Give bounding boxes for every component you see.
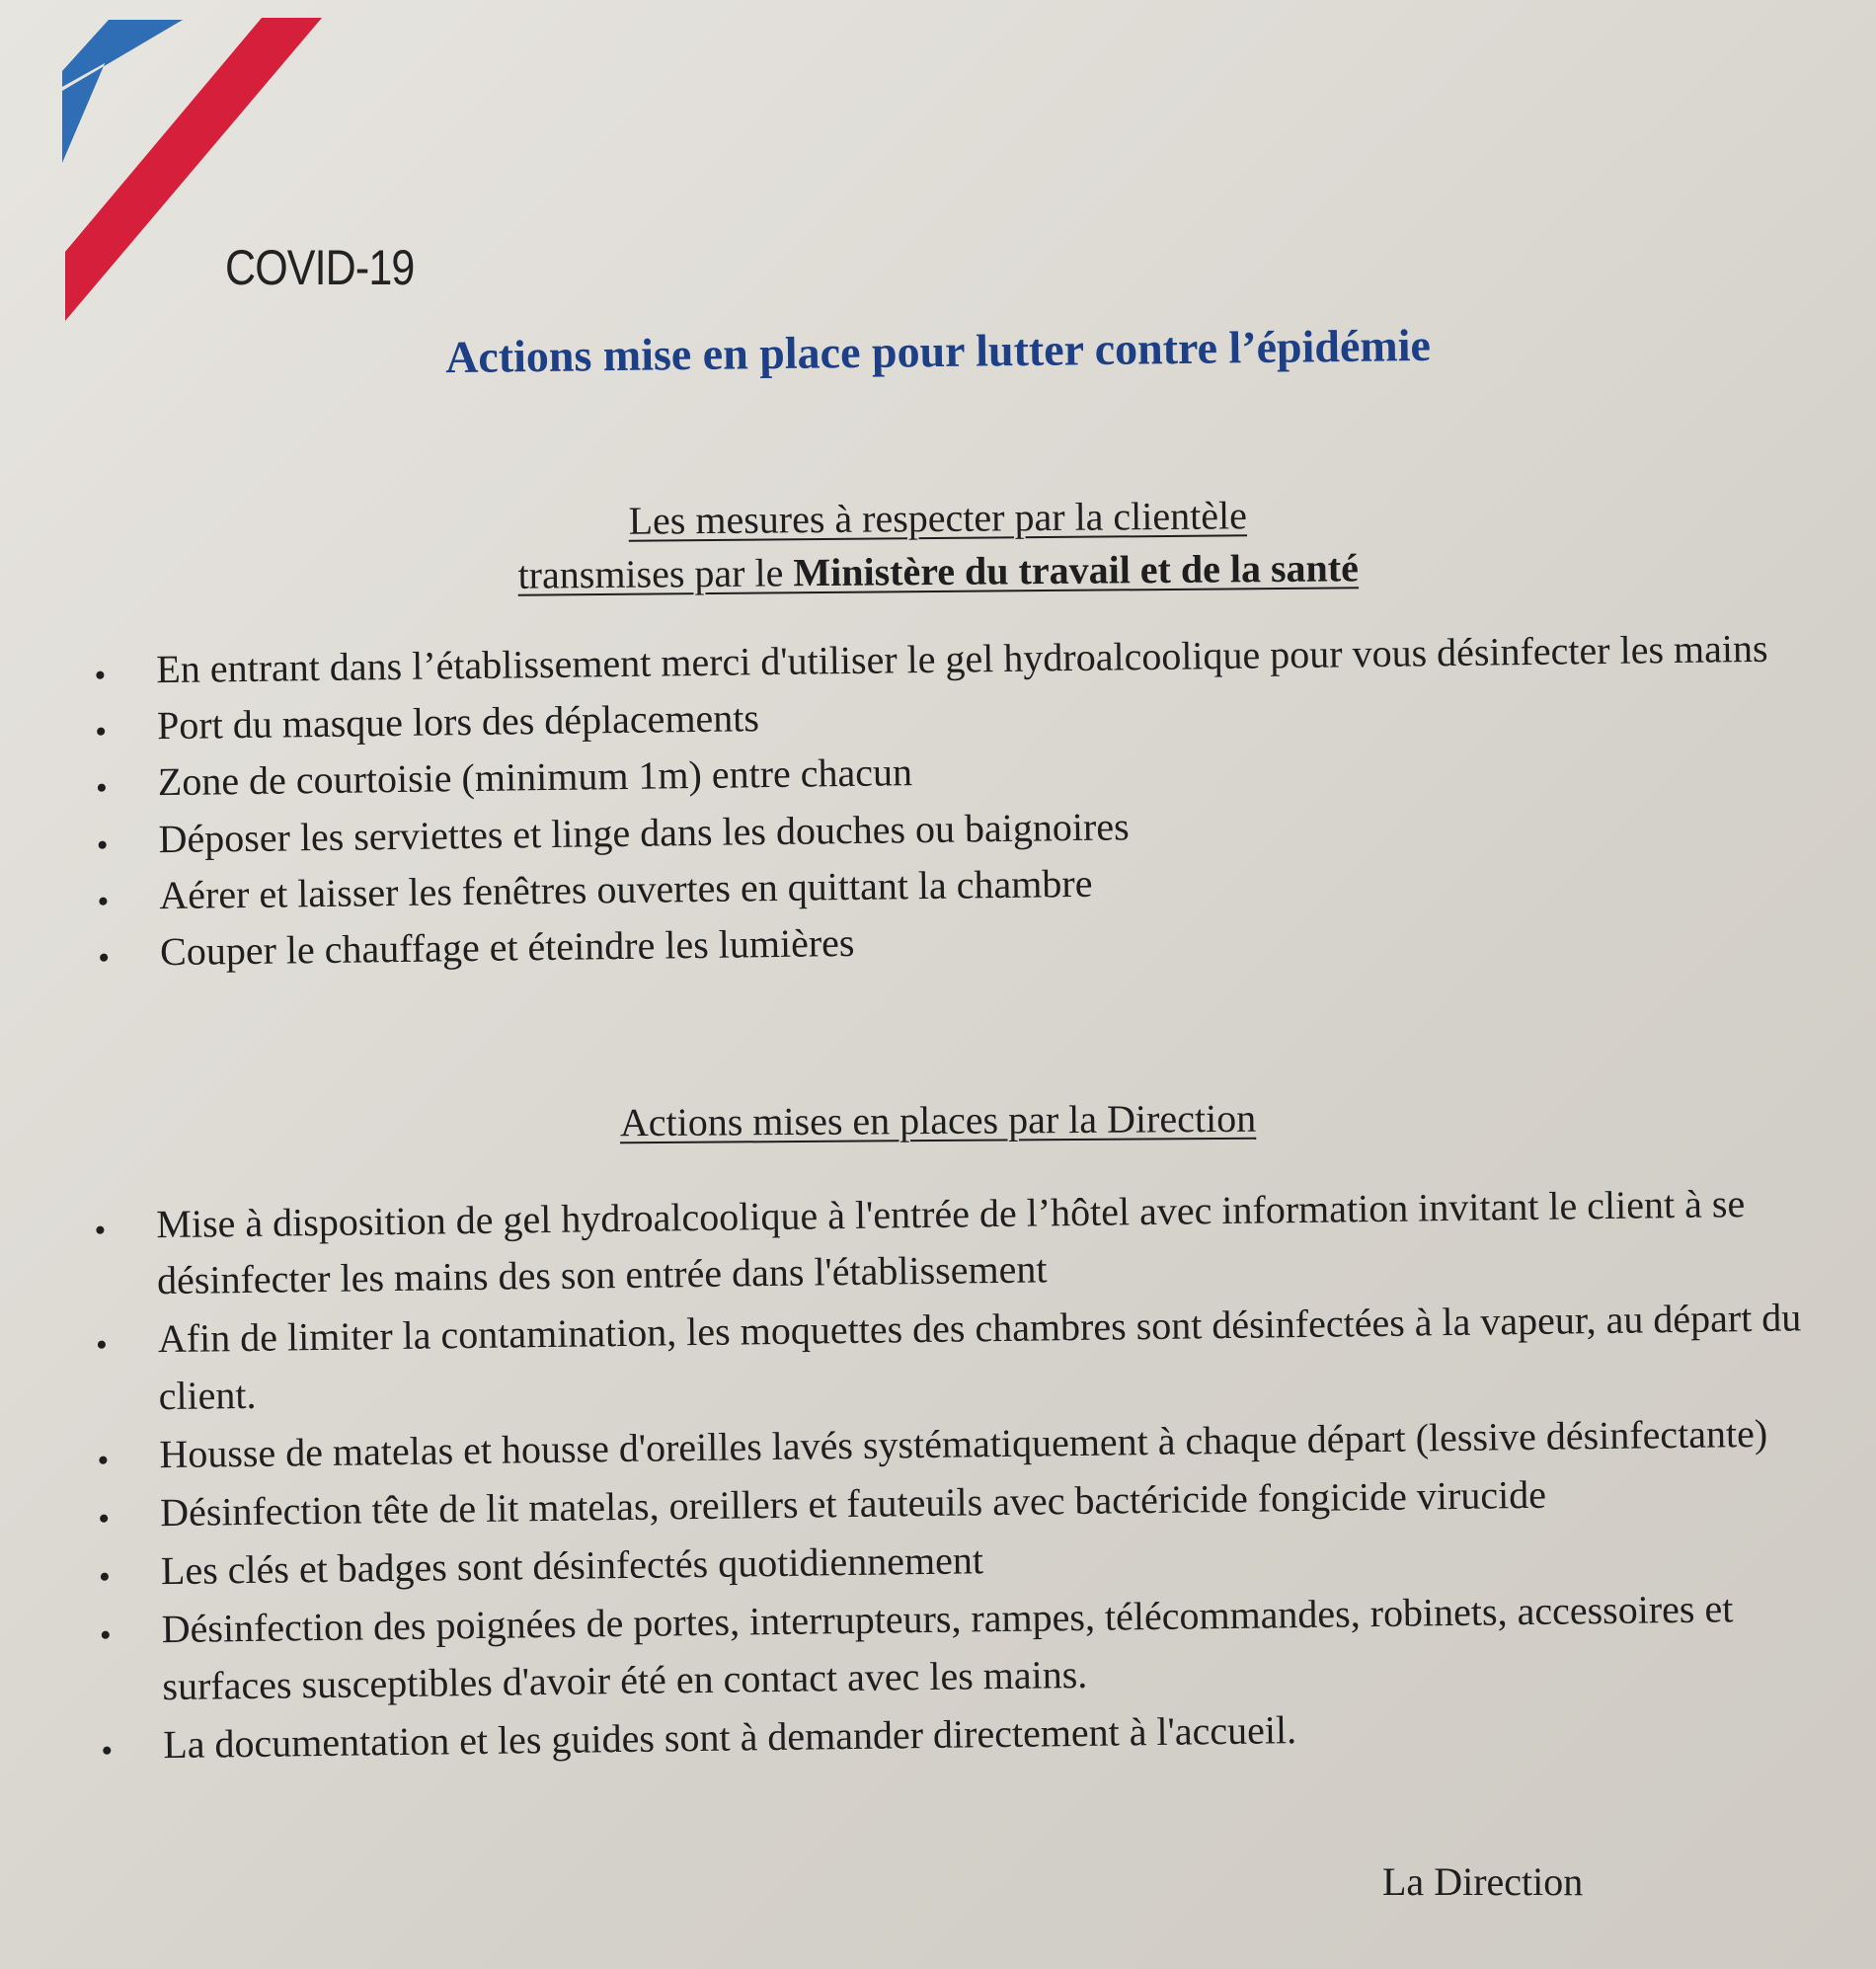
bullet-icon: • bbox=[97, 883, 110, 920]
bullet-icon: • bbox=[94, 657, 107, 694]
bullet-icon: • bbox=[98, 1558, 112, 1597]
client-measures-heading bbox=[148, 485, 1729, 605]
client-measures-list bbox=[94, 619, 1845, 981]
list-item-text: Couper le chauffage et éteindre les lumières bbox=[159, 919, 855, 975]
bullet-icon: • bbox=[96, 827, 109, 864]
list-item-text: En entrant dans l’établissement merci d'utiliser le gel hydroalcoolique pour vous désinfecter les mains bbox=[156, 625, 1768, 692]
client-measures-heading-line2 bbox=[517, 541, 1359, 601]
list-item-text: Déposer les serviettes et linge dans les douches ou baignoires bbox=[158, 803, 1130, 861]
list-item-text: La documentation et les guides sont à demander directement à l'accueil. bbox=[162, 1706, 1297, 1767]
client-measures-heading-line1: Les mesures à respecter par la clientèle bbox=[628, 493, 1248, 543]
ministry-name: Ministère du travail et de la santé bbox=[793, 545, 1360, 595]
direction-actions-heading-text: Actions mises en places par la Direction bbox=[619, 1095, 1257, 1145]
bullet-icon: • bbox=[101, 1732, 114, 1770]
signature: La Direction bbox=[1382, 1859, 1584, 1904]
bullet-icon: • bbox=[98, 1500, 111, 1537]
bullet-icon: • bbox=[94, 714, 108, 751]
list-item-text: Désinfection des poignées de portes, interrupteurs, rampes, télécommandes, robinets, accessoires et surfaces susceptibles d'avoir été en contact avec les mains. bbox=[161, 1586, 1734, 1708]
list-item-text: Housse de matelas et housse d'oreilles lavés systématiquement à chaque départ (lessive désinfectante) bbox=[159, 1410, 1768, 1476]
direction-actions-heading bbox=[148, 1088, 1728, 1152]
list-item-text: Aérer et laisser les fenêtres ouvertes en quittant la chambre bbox=[159, 860, 1093, 917]
bullet-icon: • bbox=[94, 1212, 107, 1249]
list-item-text: Désinfection tête de lit matelas, oreillers et fauteuils avec bactéricide fongicide virucide bbox=[159, 1471, 1547, 1536]
bullet-icon: • bbox=[95, 1327, 109, 1365]
bullet-icon: • bbox=[95, 770, 109, 808]
tricolor-stripes-logo bbox=[0, 0, 355, 355]
bullet-icon: • bbox=[97, 1442, 110, 1479]
list-item-text: Les clés et badges sont désinfectés quotidiennement bbox=[160, 1537, 984, 1594]
covid-19-label: COVID-19 bbox=[225, 240, 415, 295]
list-item bbox=[99, 1579, 1847, 1715]
bullet-icon: • bbox=[97, 939, 111, 977]
list-item-text: Mise à disposition de gel hydroalcoolique à l'entrée de l’hôtel avec information invitant le client à se désinfecter les mains des son entrée dans l'établissement bbox=[156, 1181, 1746, 1303]
bullet-icon: • bbox=[99, 1617, 112, 1655]
list-item-text: Port du masque lors des déplacements bbox=[156, 695, 760, 748]
direction-actions-list bbox=[94, 1174, 1849, 1775]
list-item-text: Afin de limiter la contamination, les moquettes des chambres sont désinfectées à la vapeur, au départ du client. bbox=[157, 1295, 1802, 1418]
list-item bbox=[94, 1174, 1842, 1310]
heading-line2-prefix: transmises par le bbox=[517, 550, 794, 597]
list-item-text: Zone de courtoisie (minimum 1m) entre chacun bbox=[157, 749, 913, 805]
page-title: Actions mise en place pour lutter contre l’épidémie bbox=[444, 319, 1432, 383]
list-item bbox=[96, 1289, 1844, 1425]
